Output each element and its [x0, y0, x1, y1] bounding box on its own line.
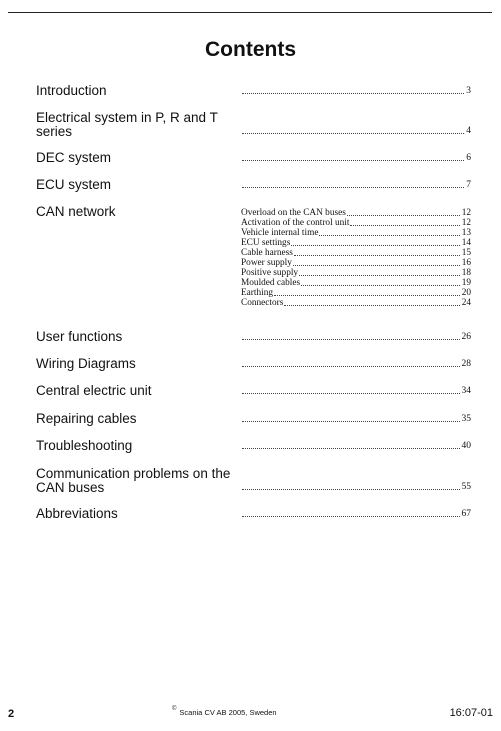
footer-doc-code: 16:07-01	[449, 707, 493, 719]
toc-leader-user-functions	[242, 332, 471, 342]
toc-subsection: Moulded cables 19	[241, 278, 471, 289]
toc-subsection: Positive supply 18	[241, 268, 471, 279]
copyright-symbol: ©	[172, 706, 177, 712]
toc-leader-troubleshooting	[242, 441, 471, 451]
toc-leader-wiring-diagrams	[242, 359, 471, 369]
toc-leader-introduction	[242, 86, 471, 96]
toc-section-dec-system: DEC system	[36, 150, 112, 165]
toc-section-electrical-system: Electrical system in P, R and T series	[36, 110, 218, 139]
toc-subsection: Cable harness 15	[241, 248, 471, 259]
toc-page-communication-problems: 55	[461, 482, 471, 492]
toc-section-abbreviations: Abbreviations	[36, 506, 118, 521]
toc-section-ecu-system: ECU system	[36, 177, 112, 192]
toc-page-user-functions: 26	[461, 332, 471, 342]
toc-subsection: ECU settings 14	[241, 238, 471, 249]
toc-subsection-list	[241, 208, 471, 308]
toc-page-introduction: 3	[466, 86, 471, 96]
footer-page-number: 2	[8, 708, 15, 720]
toc-subsection: Overload on the CAN buses 12	[241, 208, 471, 219]
toc-page-central-electric-unit: 34	[461, 386, 471, 396]
toc-leader-abbreviations	[242, 509, 471, 519]
toc-subsection: Activation of the control unit 12	[241, 218, 471, 229]
toc-page-dec-system: 6	[466, 153, 471, 163]
toc-leader-communication-problems	[242, 482, 471, 492]
toc-page-electrical-system: 4	[466, 126, 471, 136]
toc-section-repairing-cables: Repairing cables	[36, 411, 137, 426]
toc-subsection: Power supply 16	[241, 258, 471, 269]
toc-leader-central-electric-unit	[242, 386, 471, 396]
toc-leader-ecu-system	[242, 180, 471, 190]
toc-section-can-network: CAN network	[36, 204, 116, 219]
toc-subsection: Connectors 24	[241, 298, 471, 309]
toc-section-wiring-diagrams: Wiring Diagrams	[36, 356, 136, 371]
toc-section-troubleshooting: Troubleshooting	[36, 438, 133, 453]
toc-leader-repairing-cables	[242, 414, 471, 424]
toc-page-troubleshooting: 40	[461, 441, 471, 451]
toc-subsection: Vehicle internal time 13	[241, 228, 471, 239]
toc-section-central-electric-unit: Central electric unit	[36, 383, 152, 398]
header-rule	[8, 12, 492, 13]
toc-section-introduction: Introduction	[36, 83, 107, 98]
toc-page-wiring-diagrams: 28	[461, 359, 471, 369]
toc-page-abbreviations: 67	[461, 509, 471, 519]
toc-section-user-functions: User functions	[36, 329, 123, 344]
toc-page-ecu-system: 7	[466, 180, 471, 190]
toc-leader-dec-system	[242, 153, 471, 163]
toc-leader-electrical-system	[242, 126, 471, 136]
toc-section-communication-problems: Communication problems on the CAN buses	[36, 466, 231, 495]
page-title: Contents	[205, 38, 296, 61]
toc-subsection: Earthing 20	[241, 288, 471, 299]
copyright-text: Scania CV AB 2005, Sweden	[179, 708, 277, 717]
toc-page-repairing-cables: 35	[461, 414, 471, 424]
footer-copyright	[172, 708, 277, 717]
